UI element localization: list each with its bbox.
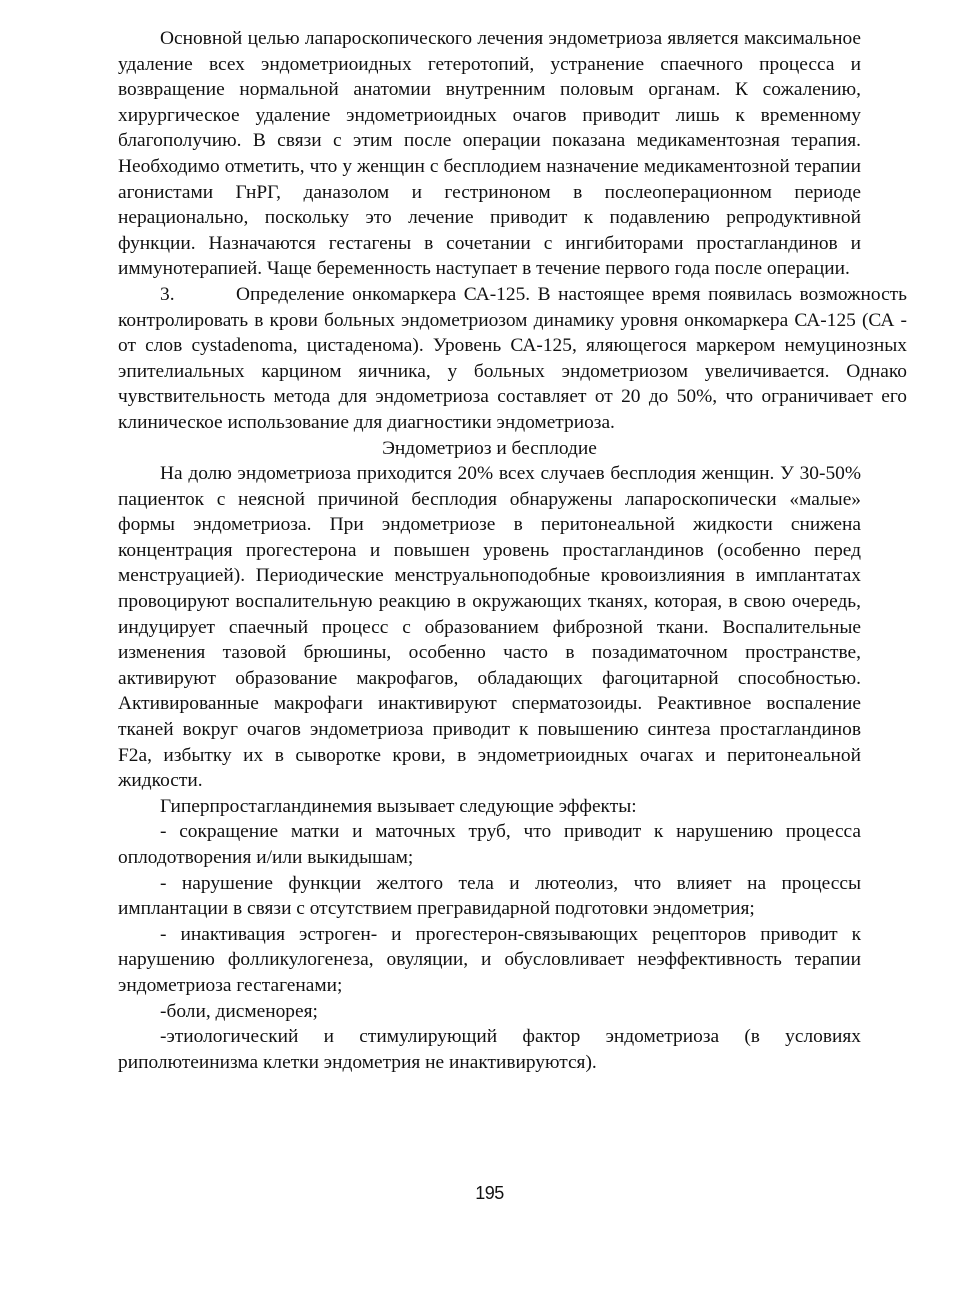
section-heading: Эндометриоз и бесплодие — [382, 437, 597, 459]
document-body — [118, 26, 907, 1075]
bullet-item: -этиологический и стимулирующий фактор эндометриоза (в условиях риполютеинизма клетки эндометрия не инактивируются). — [118, 1026, 861, 1073]
bullet-item: - нарушение функции желтого тела и лютеолиз, что влияет на процессы имплантации в связи с отсутствием прегравидарной подготовки эндометрия; — [118, 872, 861, 920]
paragraph-endometriosis-infertility: На долю эндометриоза приходится 20% всех случаев бесплодия женщин. У 30-50% пациенток с неясной причиной бесплодия обнаружены лапароскопически «малые» формы эндометриоза. При эндометриозе в перитонеальной жидкости снижена концентрация прогестерона и повышен уровень простагландинов (особенно перед менструацией). Периодические менструальноподобные кровоизлияния в имплантатах провоцируют воспалительную реакцию в окружающих тканях, которая, в свою очередь, индуцирует спаечный процесс с образованием фиброзной ткани. Воспалительные изменения тазовой брюшины, особенно часто в позадиматочном пространстве, активируют образование макрофагов, обладающих фагоцитарной способностью. Активированные макрофаги инактивируют сперматозоиды. Реактивное воспаление тканей вокруг очагов эндометриоза приводит к повышению синтеза простагландинов F2a, избытку их в сыворотке крови, в эндометриоидных очагах и перитонеальной жидкости. — [118, 463, 861, 792]
page-number: 195 — [475, 1183, 504, 1203]
bullet-item: - сокращение матки и маточных труб, что приводит к нарушению процесса оплодотворения и/или выкидышам; — [118, 821, 861, 868]
list-item-number: 3. — [160, 283, 175, 305]
paragraph-hyperprostaglandinemia: Гиперпростагландинемия вызывает следующие эффекты: — [160, 795, 637, 817]
paragraph-ca125-marker — [118, 282, 907, 436]
list-item-text: Определение онкомаркера СА-125. В настоящее время появилась возможность контролировать в крови больных эндометриозом динамику уровня онкомаркера СА-125 (СА - от слов cystadenoma, цистаденома). Уровень СА-125, яляющегося маркером немуцинозных эпителиальных карцином яичника, у больных эндометриозом увеличивается. Однако чувствительность метода для эндометриоза составляет от 20 до 50%, что ограничивает его клиническое использование для диагностики эндометриоза. — [118, 283, 907, 433]
bullet-item: -боли, дисменорея; — [160, 1000, 318, 1022]
bullet-item: - инактивация эстроген- и прогестерон-связывающих рецепторов приводит к нарушению фолликулогенеза, овуляции, и обусловливает неэффективность терапии эндометриоза гестагенами; — [118, 923, 861, 996]
paragraph-laparoscopic-treatment: Основной целью лапароскопического лечения эндометриоза является максимальное удаление всех эндометриоидных гетеротопий, устранение спаечного процесса и возвращение нормальной анатомии внутренним половым органам. К сожалению, хирургическое удаление эндометриоидных очагов приводит лишь к временному благополучию. В связи с этим после операции показана медикаментозная терапия. Необходимо отметить, что у женщин с бесплодием назначение медикаментозной терапии агонистами ГнРГ, даназолом и гестриноном в послеоперационном периоде нерационально, поскольку это лечение приводит к подавлению репродуктивной функции. Назначаются гестагены в сочетании с ингибиторами простагландинов и иммунотерапией. Чаще беременность наступает в течение первого года после операции. — [118, 28, 861, 280]
